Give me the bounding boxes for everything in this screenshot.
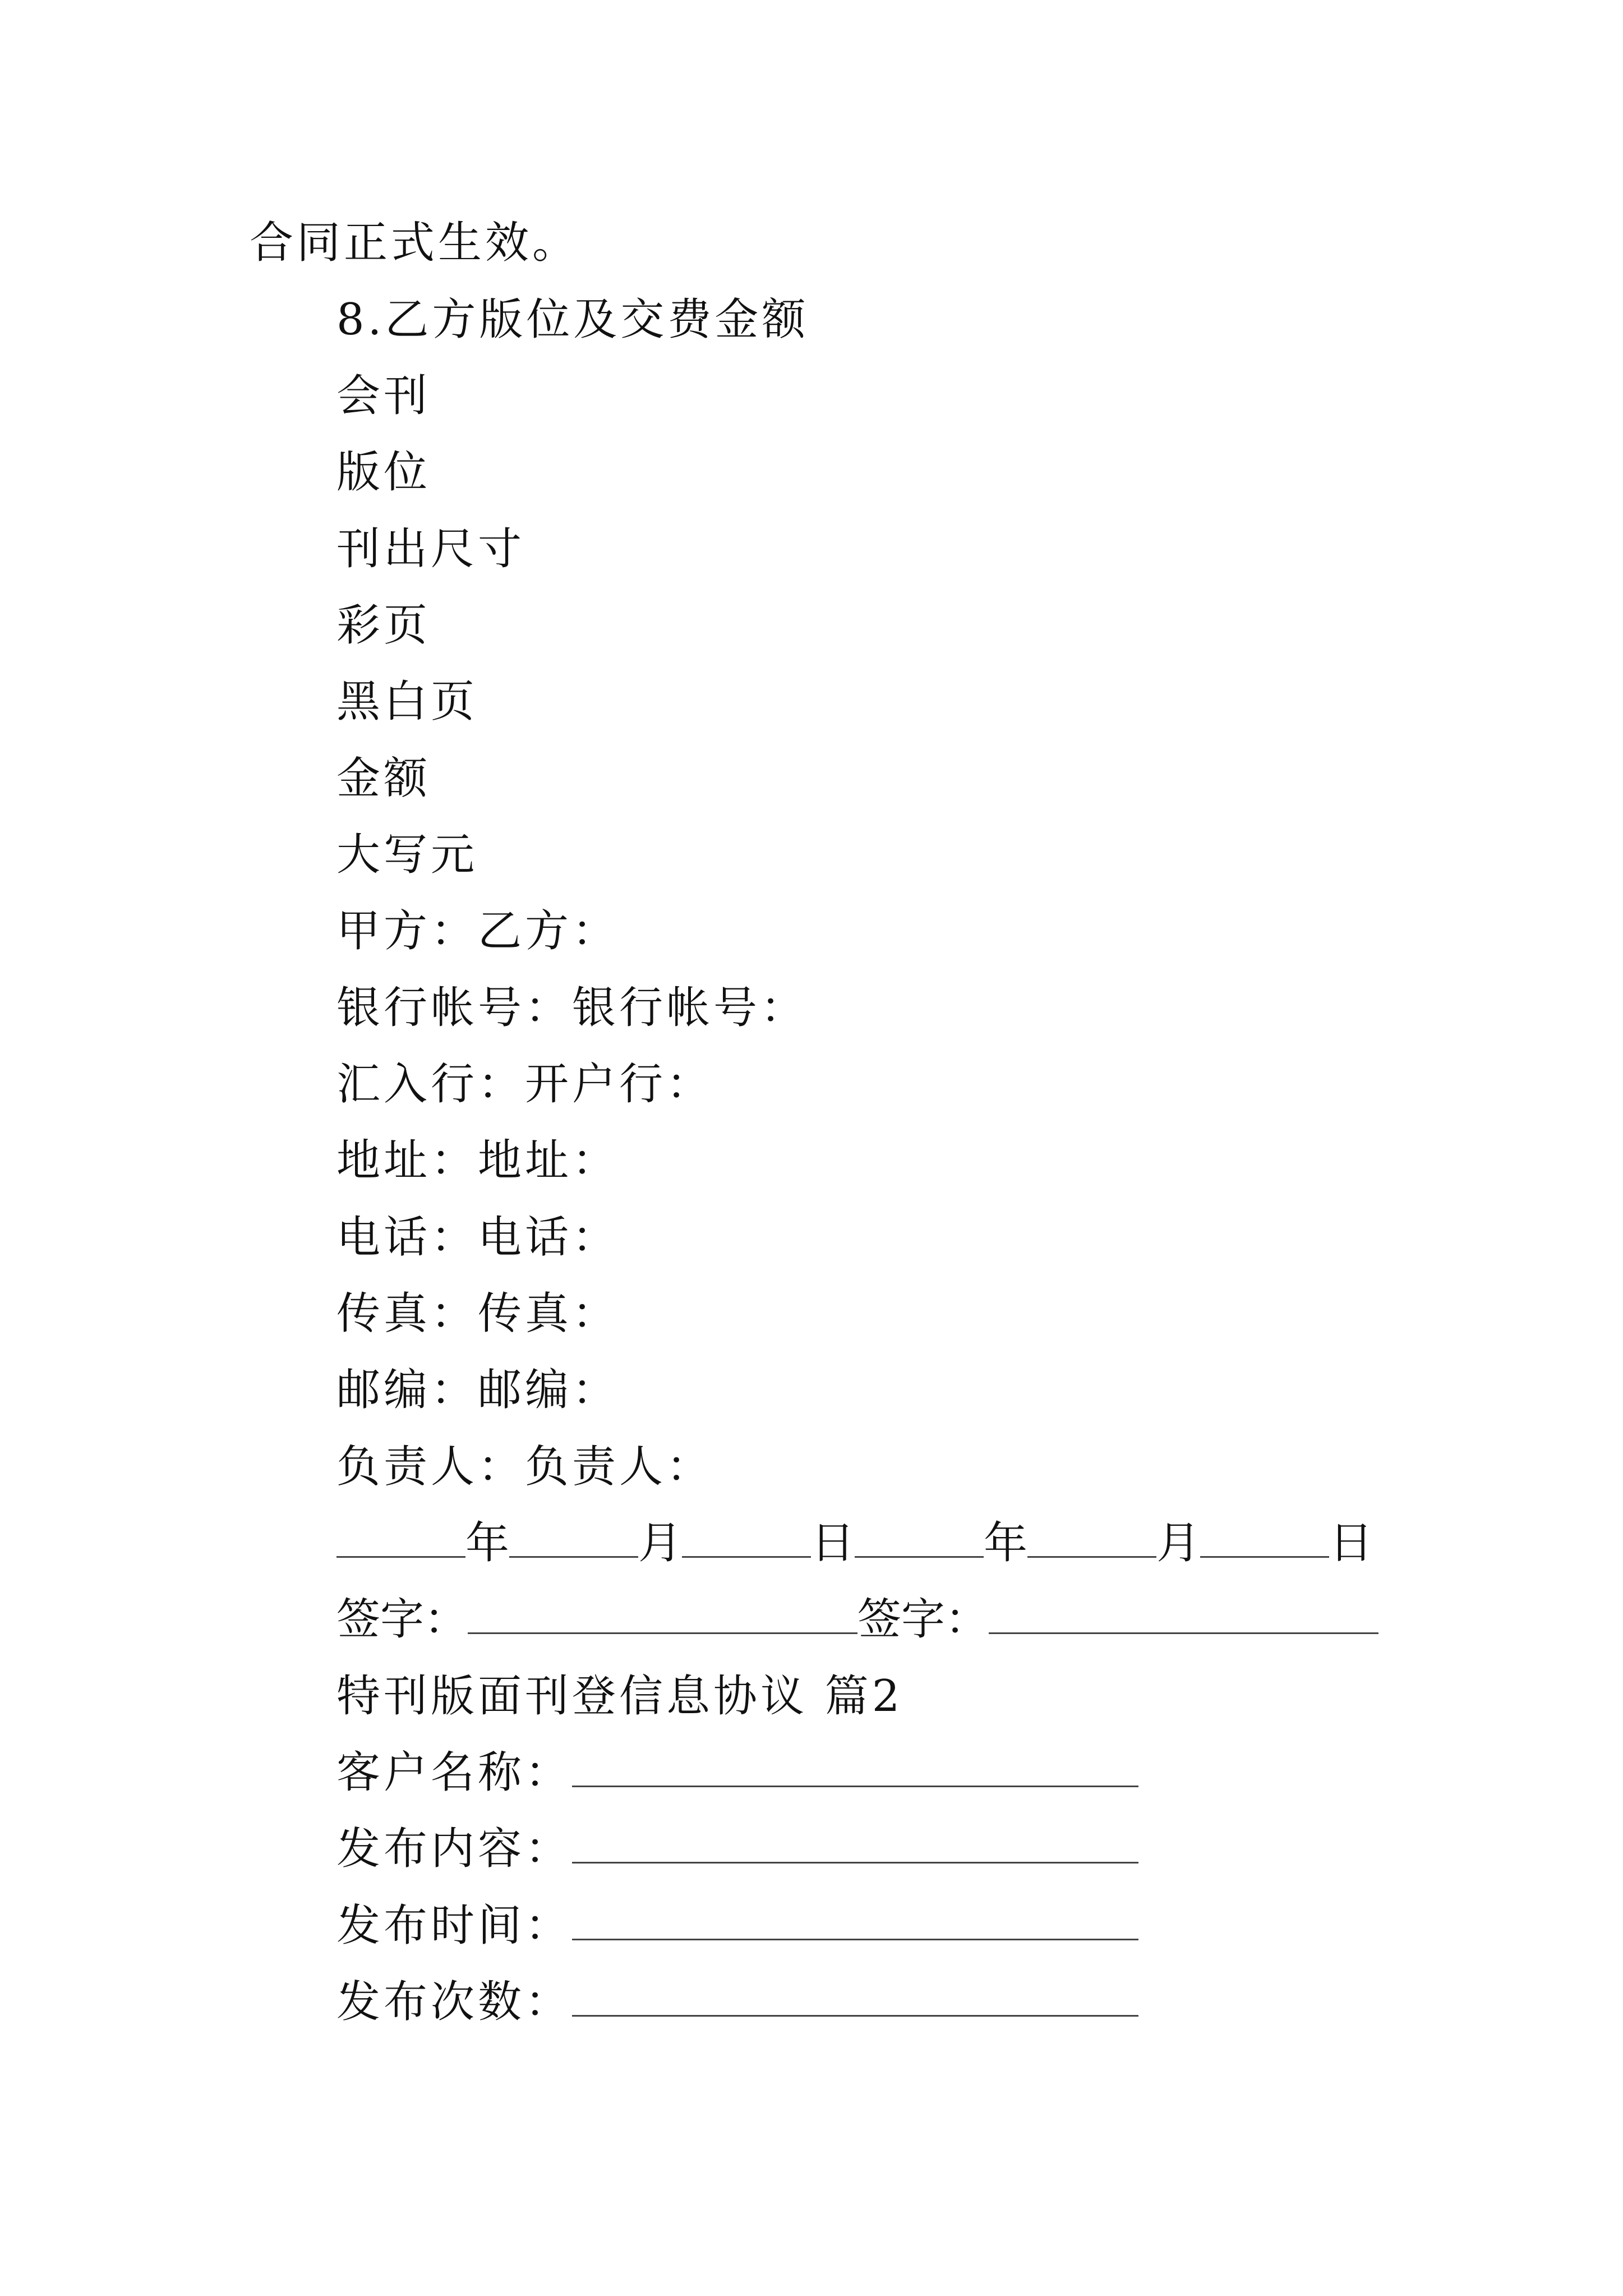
text-line-parties: 甲方：乙方：	[336, 906, 620, 956]
text-line-bank: 汇入行：开户行：	[336, 1059, 714, 1110]
date-blank	[682, 1518, 811, 1558]
date-blank	[336, 1518, 465, 1558]
date-blank	[855, 1518, 984, 1558]
date-year-label: 年	[984, 1518, 1028, 1568]
date-day-label: 日	[1329, 1518, 1373, 1568]
field-label: 发布次数：	[336, 1977, 573, 2027]
text-line-amount: 金额	[336, 753, 431, 804]
text-line-layout-position: 版位	[336, 447, 431, 498]
form-field-time	[336, 1898, 1138, 1954]
text-line-journal: 会刊	[336, 371, 431, 421]
field-blank	[572, 1901, 1138, 1940]
text-line-bw-page: 黑白页	[336, 677, 478, 727]
signature-blank-party-b	[989, 1594, 1378, 1634]
text-line-bank-account: 银行帐号：银行帐号：	[336, 983, 808, 1033]
field-label: 客户名称：	[336, 1747, 573, 1798]
field-blank	[572, 1747, 1138, 1787]
field-blank	[572, 1977, 1138, 2017]
text-line-color-page: 彩页	[336, 600, 431, 651]
field-label: 发布时间：	[336, 1901, 573, 1951]
text-line-effective: 合同正式生效。	[250, 218, 580, 268]
field-label: 发布内容：	[336, 1824, 573, 1874]
signature-label-party-b: 签字：	[857, 1594, 989, 1645]
signature-label-party-a: 签字：	[336, 1594, 468, 1645]
date-blank	[1200, 1518, 1329, 1558]
signature-line	[336, 1591, 1378, 1648]
text-line-postcode: 邮编：邮编：	[336, 1365, 620, 1415]
text-line-responsible: 负责人：负责人：	[336, 1442, 714, 1492]
clause-heading: 8.乙方版位及交费金额	[336, 295, 809, 345]
date-day-label: 日	[811, 1518, 855, 1568]
date-month-label: 月	[1156, 1518, 1201, 1568]
signature-blank-party-a	[468, 1594, 857, 1634]
text-line-phone: 电话：电话：	[336, 1212, 620, 1263]
text-line-print-size: 刊出尺寸	[336, 524, 525, 574]
form-field-count	[336, 1974, 1138, 2030]
form-field-client-name	[336, 1745, 1138, 1801]
date-year-label: 年	[465, 1518, 510, 1568]
section-title: 特刊版面刊登信息协议 篇2	[336, 1671, 903, 1722]
form-field-content	[336, 1821, 1138, 1877]
field-blank	[572, 1824, 1138, 1864]
date-month-label: 月	[638, 1518, 683, 1568]
text-line-address: 地址：地址：	[336, 1135, 620, 1186]
text-line-amount-capital: 大写元	[336, 830, 478, 880]
date-blank	[509, 1518, 638, 1558]
date-blank	[1027, 1518, 1156, 1558]
text-line-fax: 传真：传真：	[336, 1289, 620, 1339]
date-line	[336, 1515, 1373, 1571]
